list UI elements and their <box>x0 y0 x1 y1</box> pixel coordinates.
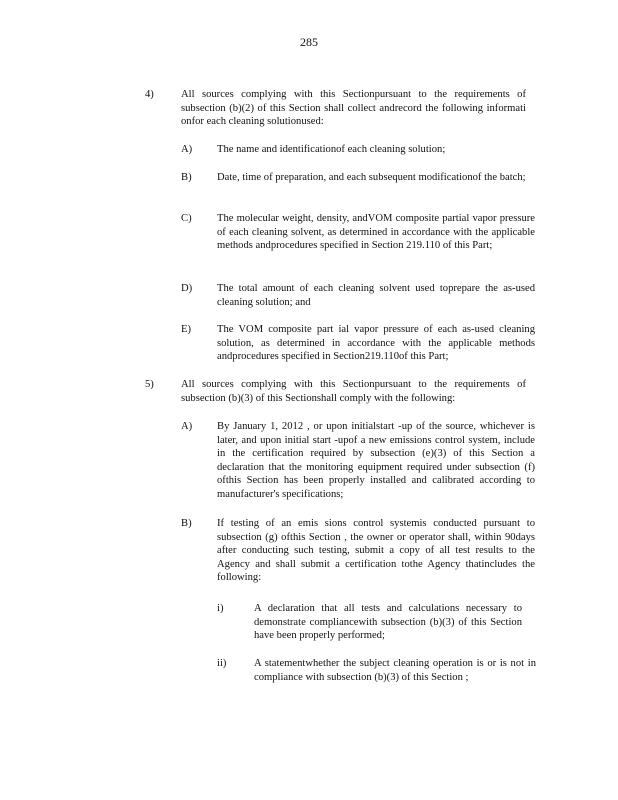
item-4e-text: The VOM composite part ial vapor pressure of each as-used cleaning solution, as determined in accordance with the applicable methods andprocedures specified in Section219.110of this Part; <box>217 324 535 363</box>
item-5b-ii-text: A statementwhether the subject cleaning operation is or is not in compliance with subsection (b)(3) of this Section ; <box>254 658 536 683</box>
item-5b-label: B) <box>181 518 192 529</box>
item-4a-text: The name and identificationof each cleaning solution; <box>217 144 446 155</box>
item-5a-label: A) <box>181 421 193 432</box>
item-5a-text: By January 1, 2012 , or upon initialstart -up of the source, whichever is later, and upon initial start -upof a new emissions control system, include in the certification required by subsection (e)(3) of this Section a declaration that the monitoring equipment required under subsection (f) ofthis Section has been properly installed and calibrated according to manufacturer's specifications; <box>217 421 535 500</box>
item-4b-label: B) <box>181 172 192 183</box>
item-4d-text: The total amount of each cleaning solvent used toprepare the as-used cleaning solution; and <box>217 283 535 308</box>
item-4c-text: The molecular weight, density, andVOM composite partial vapor pressure of each cleaning solvent, as determined in accordance with the applicable methods andprocedures specified in Section 219.110 of this Part; <box>217 213 535 252</box>
item-4c-label: C) <box>181 213 192 224</box>
item-4b-text: Date, time of preparation, and each subsequent modificationof the batch; <box>217 172 526 183</box>
item-5b-i-text: A declaration that all tests and calculations necessary to demonstrate compliancewith subsection (b)(3) of this Section have been properly performed; <box>254 603 522 642</box>
item-4a-label: A) <box>181 144 193 155</box>
item-5-label: 5) <box>145 379 154 390</box>
item-4e-label: E) <box>181 324 191 335</box>
item-5b-i-label: i) <box>217 603 224 614</box>
item-4d-label: D) <box>181 283 193 294</box>
item-5b-text: If testing of an emis sions control systemis conducted pursuant to subsection (g) ofthis Section , the owner or operator shall, within 90days after conducting such testing, submit a copy of all test results to the Agency and shall submit a certification tothe Agency thatincludes the following: <box>217 518 535 584</box>
page-number: 285 <box>300 35 318 49</box>
item-5b-ii-label: ii) <box>217 658 227 669</box>
item-4-label: 4) <box>145 89 154 100</box>
item-5-text: All sources complying with this Sectionpursuant to the requirements of subsection (b)(3) of this Sectionshall comply with the following: <box>181 379 526 404</box>
item-4-text: All sources complying with this Sectionpursuant to the requirements of subsection (b)(2) of this Section shall collect andrecord the following informati onfor each cleaning solutionused: <box>181 89 526 128</box>
